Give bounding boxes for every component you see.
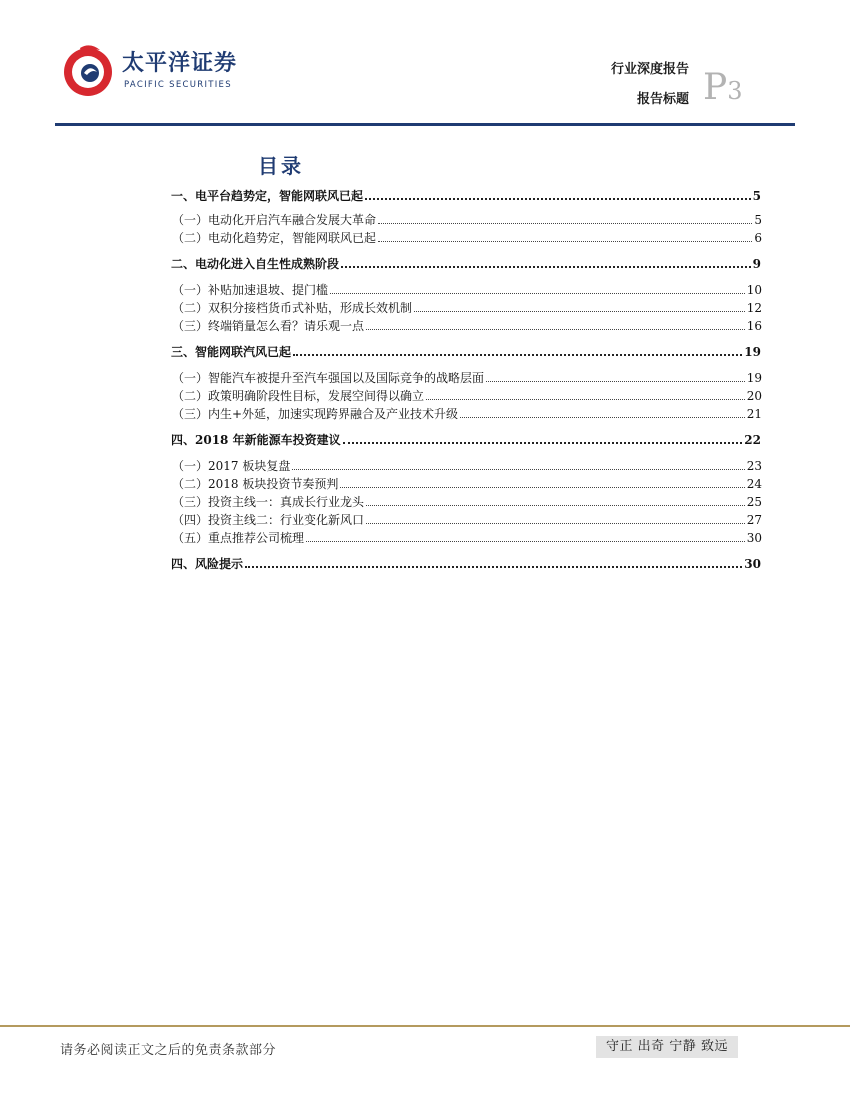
page-prefix: P	[703, 67, 728, 108]
toc-leader-dots	[414, 310, 745, 312]
toc-entry-label: （一）智能汽车被提升至汽车强国以及国际竞争的战略层面	[172, 371, 485, 385]
toc-section-entry[interactable]	[171, 430, 761, 448]
toc-entry-page: 30	[746, 531, 762, 545]
toc-leader-dots	[366, 504, 745, 506]
toc-leader-dots	[366, 328, 745, 330]
toc-subsection-entry[interactable]	[172, 474, 762, 492]
toc-entry-label: （三）内生+外延，加速实现跨界融合及产业技术升级	[172, 407, 459, 421]
toc-subsection-entry[interactable]	[172, 492, 762, 510]
toc-entry-label: 四、2018 年新能源车投资建议	[171, 433, 341, 447]
toc-subsection-entry[interactable]	[172, 404, 762, 422]
toc-subsection-entry[interactable]	[172, 456, 762, 474]
toc-entry-page: 5	[754, 213, 762, 227]
page-number-value: 3	[727, 77, 743, 105]
toc-entry-label: （一）补贴加速退坡、提门槛	[172, 283, 329, 297]
toc-section-entry[interactable]	[171, 342, 761, 360]
toc-entry-page: 20	[746, 389, 762, 403]
toc-entry-label: （三）终端销量怎么看？请乐观一点	[172, 319, 365, 333]
toc-entry-label: 三、智能网联汽风已起	[171, 345, 292, 359]
toc-entry-page: 24	[746, 477, 762, 491]
toc-entry-page: 12	[746, 301, 762, 315]
toc-entry-page: 19	[746, 371, 762, 385]
toc-entry-page: 9	[752, 257, 761, 271]
toc-entry-page: 22	[744, 433, 761, 447]
report-type: 行业深度报告	[610, 62, 689, 77]
toc-leader-dots	[293, 353, 742, 356]
toc-subsection-entry[interactable]	[172, 386, 762, 404]
toc-leader-dots	[378, 240, 752, 242]
toc-leader-dots	[486, 380, 745, 382]
toc-leader-dots	[245, 565, 742, 568]
logo-english-name: PACIFIC SECURITIES	[124, 80, 232, 90]
toc-leader-dots	[340, 486, 744, 488]
toc-leader-dots	[366, 522, 745, 524]
page-number	[703, 67, 743, 108]
toc-subsection-entry[interactable]	[172, 210, 762, 228]
toc-section-entry[interactable]	[171, 186, 761, 204]
toc-leader-dots	[460, 416, 745, 418]
toc-entry-page: 23	[746, 459, 762, 473]
toc-subsection-entry[interactable]	[172, 298, 762, 316]
toc-subsection-entry[interactable]	[172, 316, 762, 334]
toc-entry-page: 5	[752, 189, 761, 203]
toc-subsection-entry[interactable]	[172, 280, 762, 298]
toc-entry-label: （一）2017 板块复盘	[172, 459, 291, 473]
toc-leader-dots	[365, 197, 751, 200]
toc-entry-label: （四）投资主线二：行业变化新风口	[172, 513, 365, 527]
footer-divider	[0, 1025, 850, 1027]
footer-motto: 守正 出奇 宁静 致远	[596, 1036, 738, 1058]
toc-leader-dots	[306, 540, 745, 542]
toc-entry-page: 25	[746, 495, 762, 509]
toc-entry-label: 二、电动化进入自生性成熟阶段	[171, 257, 340, 271]
toc-entry-page: 30	[744, 557, 761, 571]
toc-subsection-entry[interactable]	[172, 510, 762, 528]
toc-section-entry[interactable]	[171, 554, 761, 572]
toc-entry-page: 6	[754, 231, 762, 245]
toc-entry-page: 19	[744, 345, 761, 359]
toc-leader-dots	[341, 265, 751, 268]
toc-entry-label: （三）投资主线一：真成长行业龙头	[172, 495, 365, 509]
pacific-securities-logo-icon	[60, 42, 116, 98]
toc-entry-label: （二）电动化趋势定，智能网联风已起	[172, 231, 377, 245]
toc-leader-dots	[378, 222, 752, 224]
toc-entry-page: 10	[746, 283, 762, 297]
logo-chinese-name: 太平洋证券	[122, 51, 238, 76]
company-logo	[60, 42, 238, 102]
toc-entry-label: （五）重点推荐公司梳理	[172, 531, 305, 545]
toc-leader-dots	[426, 398, 745, 400]
toc-subsection-entry[interactable]	[172, 228, 762, 246]
toc-entry-page: 16	[746, 319, 762, 333]
toc-entry-label: 一、电平台趋势定，智能网联风已起	[171, 189, 364, 203]
toc-leader-dots	[330, 292, 745, 294]
toc-leader-dots	[343, 441, 743, 444]
report-title: 报告标题	[636, 92, 689, 107]
toc-entry-page: 21	[746, 407, 762, 421]
toc-leader-dots	[292, 468, 744, 470]
header-divider	[55, 123, 795, 126]
toc-entry-label: （二）2018 板块投资节奏预判	[172, 477, 339, 491]
toc-subsection-entry[interactable]	[172, 368, 762, 386]
toc-entry-label: （二）政策明确阶段性目标，发展空间得以确立	[172, 389, 425, 403]
toc-entry-label: 四、风险提示	[171, 557, 244, 571]
toc-section-entry[interactable]	[171, 254, 761, 272]
toc-subsection-entry[interactable]	[172, 528, 762, 546]
toc-title: 目录	[258, 154, 304, 178]
toc-entry-label: （二）双积分接档货币式补贴，形成长效机制	[172, 301, 413, 315]
footer-disclaimer: 请务必阅读正文之后的免责条款部分	[60, 1043, 277, 1058]
toc-entry-page: 27	[746, 513, 762, 527]
toc-entry-label: （一）电动化开启汽车融合发展大革命	[172, 213, 377, 227]
